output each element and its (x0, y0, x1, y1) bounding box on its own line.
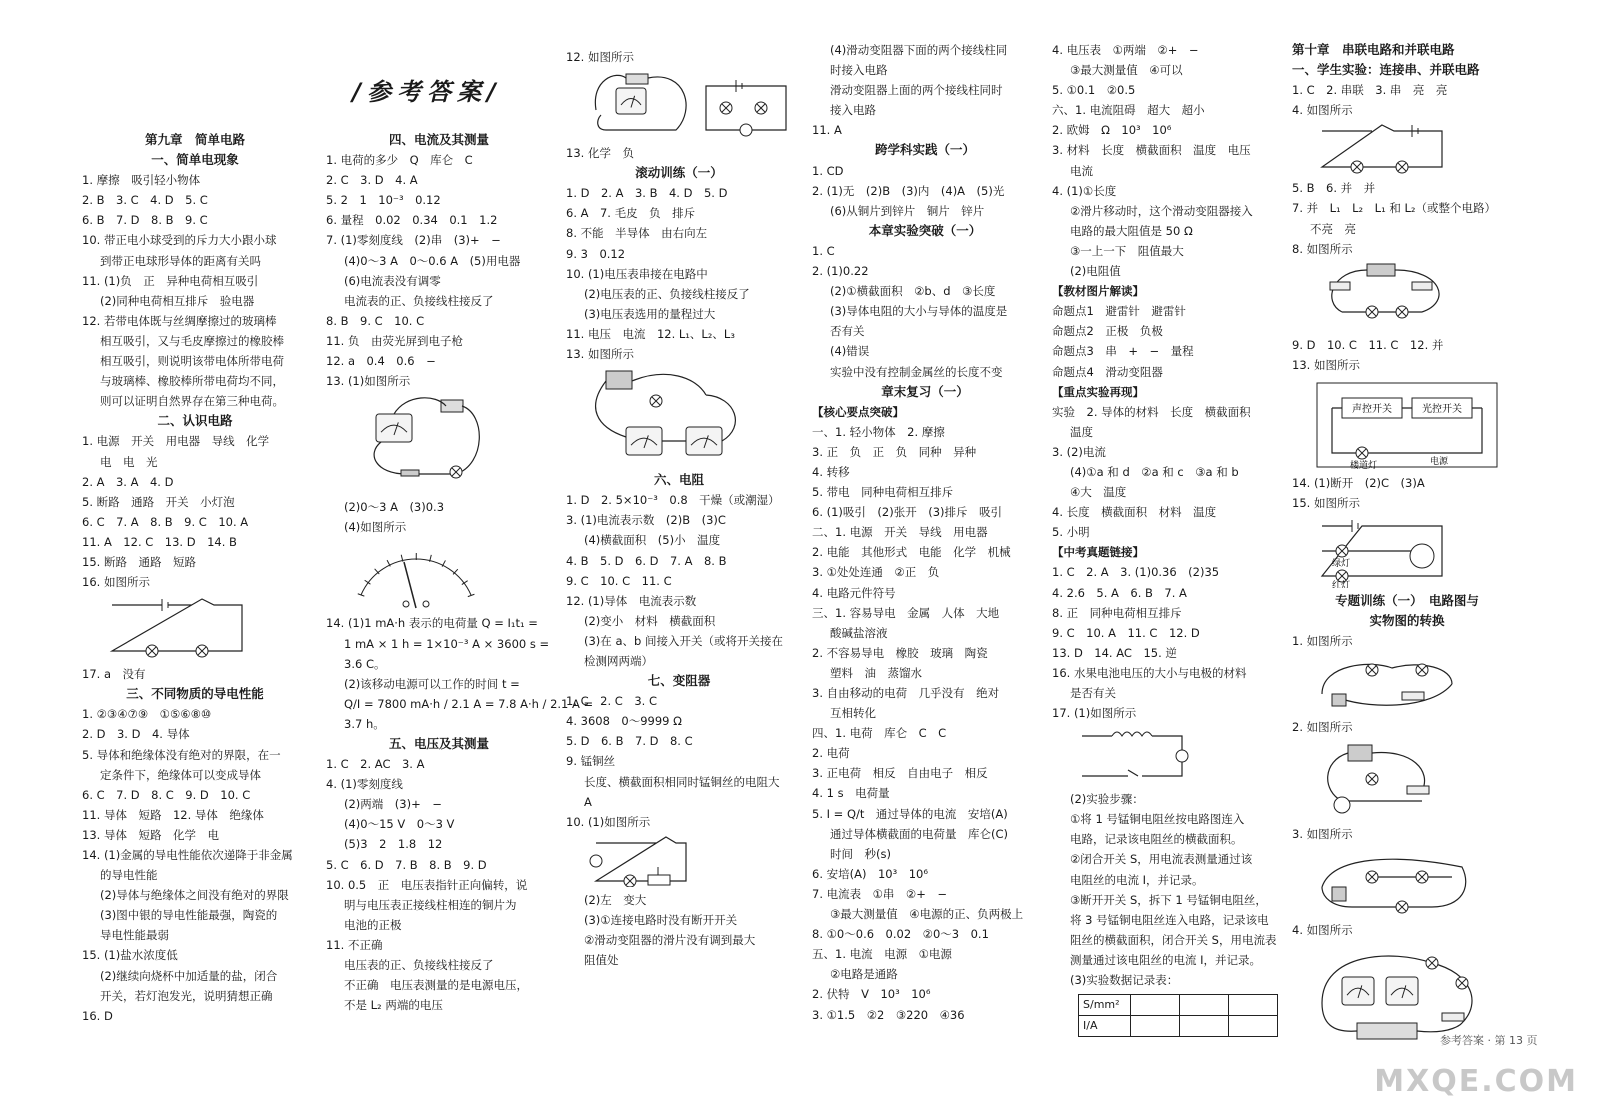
answer-line: ②电路是通路 (830, 967, 898, 982)
section-heading: 章末复习（一） (881, 383, 969, 399)
answer-line: 4. B 5. D 6. D 7. A 8. B (566, 553, 727, 568)
answer-line: 13. 化学 负 (566, 146, 634, 161)
watermark-logo: MXQE.COM (1374, 1064, 1578, 1099)
answer-line: 的导电性能 (100, 868, 158, 883)
section-heading: 滚动训练（一） (635, 165, 723, 181)
answer-line: 5. B 6. 并 并 (1292, 181, 1376, 196)
answer-line: 明与电压表正接线柱相连的铜片为 (344, 897, 517, 912)
answer-line: 1. C 2. C 3. C (566, 694, 657, 709)
answer-line: 7. 并 L₁ L₂ L₁ 和 L₂（或整个电路） (1292, 201, 1497, 216)
answer-line: (3)导体电阻的大小与导体的温度是 (830, 304, 1008, 319)
answer-line: (4)横截面积 (5)小 温度 (584, 533, 721, 548)
answer-line: 不亮 亮 (1310, 221, 1356, 236)
answer-line: 6. C 7. D 8. C 9. D 10. C (82, 787, 251, 802)
section-heading: 二、认识电路 (157, 413, 233, 429)
answer-line: 2. (1)无 (2)B (3)内 (4)A (5)光 (812, 183, 1005, 198)
column-6 (1292, 40, 1522, 1046)
answer-line: 塑料 油 蒸馏水 (830, 665, 922, 680)
section-heading: 第十章 串联电路和并联电路 (1292, 42, 1455, 57)
answer-line: 3. 如图所示 (1292, 826, 1353, 841)
answer-line: 接入电路 (830, 103, 876, 118)
answer-line: 5. 带电 同种电荷相互排斥 (812, 485, 954, 500)
answer-line: 5. 2 1 10⁻³ 0.12 (326, 193, 441, 208)
data-record-table (1078, 994, 1278, 1037)
answer-line: 【教材图片解读】 (1052, 284, 1144, 299)
answer-line: 6. (1)吸引 (2)张开 (3)排斥 吸引 (812, 505, 1002, 520)
answer-line: 电 电 光 (100, 454, 158, 469)
answer-line: Q/I = 7800 mA·h / 2.1 A = 7.8 A·h / 2.1 A = (344, 696, 594, 711)
answer-line: 9. C 10. A 11. C 12. D (1052, 625, 1200, 640)
answer-line: 3. 材料 长度 横截面积 温度 电压 (1052, 143, 1251, 158)
answer-line: 2. 不容易导电 橡胶 玻璃 陶瓷 (812, 645, 988, 660)
answer-line: 不正确 电压表测量的是电源电压， (344, 978, 528, 993)
answer-line: 11. 导体 短路 12. 导体 绝缘体 (82, 807, 264, 822)
answer-line: 滑动变阻器上面的两个接线柱同时 (830, 83, 1003, 98)
answer-line: 13. (1)如图所示 (326, 374, 411, 389)
answer-line: 10. (1)如图所示 (566, 814, 651, 829)
section-heading: 三、不同物质的导电性能 (126, 686, 264, 702)
answer-line: 相互吸引，又与毛皮摩擦过的橡胶棒 (100, 333, 284, 348)
answer-line: 11. 不正确 (326, 937, 383, 952)
answer-line: 实验 2. 导体的材料 长度 横截面积 (1052, 404, 1251, 419)
label-corridor-lamp: 楼道灯 (1350, 460, 1378, 470)
label-red-lamp: 红灯 (1332, 581, 1351, 589)
answer-line: 电阻丝的电流 I，并记录。 (1070, 872, 1204, 887)
circuit-figure (1312, 378, 1502, 470)
answer-line: 10. 带正电小球受到的斥力大小跟小球 (82, 233, 277, 248)
label-sound-switch: 声控开关 (1352, 403, 1392, 415)
answer-line: (2)同种电荷相互排斥 验电器 (100, 293, 255, 308)
answer-line: 17. (1)如图所示 (1052, 706, 1137, 721)
answer-line: 2. A 3. A 4. D (82, 474, 174, 489)
answer-line: 8. 不能 半导体 由右向左 (566, 226, 708, 241)
answer-line: 通过导体横截面的电荷量 库仑(C) (830, 826, 1009, 841)
section-heading: 跨学科实践（一） (874, 142, 975, 158)
answer-line: 5. I = Q/t 通过导体的电流 安培(A) (812, 806, 1008, 821)
answer-line: 5. 小明 (1052, 525, 1090, 540)
answer-line: 电池的正极 (344, 917, 402, 932)
answer-line: 1. 电源 开关 用电器 导线 化学 (82, 434, 270, 449)
answer-line: 电流 (1070, 163, 1093, 178)
answer-line: 11. A (812, 123, 842, 138)
section-heading: 第九章 简单电路 (144, 132, 245, 147)
answer-line: 电流表的正、负接线柱接反了 (344, 293, 494, 308)
column-3 (566, 40, 792, 970)
answer-line: 15. 断路 通路 短路 (82, 554, 196, 569)
circuit-figure (1312, 654, 1462, 714)
answer-line: 12. a 0.4 0.6 − (326, 354, 436, 369)
answer-line: 互相转化 (830, 706, 876, 721)
answer-line: 否有关 (830, 324, 865, 339)
answer-line: 2. 伏特 V 10³ 10⁶ (812, 987, 931, 1002)
answer-line: 11. A 12. C 13. D 14. B (82, 534, 237, 549)
answer-line: 9. C 10. C 11. C (566, 573, 672, 588)
circuit-figure (346, 394, 496, 494)
answer-line: 则可以证明自然界存在第三种电荷。 (100, 394, 284, 409)
label-light-switch: 光控开关 (1422, 403, 1462, 415)
answer-line: ②滑片移动时，这个滑动变阻器接入 (1070, 203, 1253, 218)
answer-line: 到带正电球形导体的距离有关吗 (100, 253, 261, 268)
answer-line: 【核心要点突破】 (812, 404, 904, 419)
answer-line: 3. ①1.5 ②2 ③220 ④36 (812, 1007, 965, 1022)
section-heading: 一、学生实验：连接串、并联电路 (1292, 62, 1480, 78)
answer-line: 命题点4 滑动变阻器 (1052, 364, 1163, 379)
circuit-figure (586, 70, 796, 140)
circuit-figure (1312, 262, 1462, 332)
answer-line: 10. (1)电压表串接在电路中 (566, 266, 708, 281)
answer-line: ②闭合开关 S，用电流表测量通过该 (1070, 852, 1253, 867)
answer-line: 5. 断路 通路 开关 小灯泡 (82, 494, 235, 509)
answer-line: ③最大测量值 ④电源的正、负两极上 (830, 907, 1024, 922)
answer-line: 检测网两端） (584, 653, 653, 668)
circuit-figure (1312, 516, 1452, 588)
answer-line: 9. D 10. C 11. C 12. 并 (1292, 337, 1444, 352)
answer-line: (2)两端 (3)+ − (344, 797, 442, 812)
answer-line: (6)从铜片到锌片 铜片 锌片 (830, 203, 985, 218)
answer-line: 12. 若带电体既与丝绸摩擦过的玻璃棒 (82, 313, 277, 328)
answer-line: 命题点3 串 + − 量程 (1052, 344, 1194, 359)
answer-line: 4. 3608 0～9999 Ω (566, 714, 682, 729)
column-1 (82, 130, 308, 1026)
answer-line: 13. 如图所示 (1292, 357, 1360, 372)
answer-line: 16. 水果电池电压的大小与电极的材料 (1052, 665, 1247, 680)
answer-line: ③一上一下 阻值最大 (1070, 243, 1184, 258)
answer-line: (6)电流表没有调零 (344, 273, 441, 288)
answer-line: (2)左 变大 (584, 892, 647, 907)
answer-line: 17. a 没有 (82, 667, 146, 682)
answer-line: 3. 正电荷 相反 自由电子 相反 (812, 766, 988, 781)
answer-line: (3)图中银的导电性能最强，陶瓷的 (100, 908, 278, 923)
answer-line: 1. CD (812, 163, 844, 178)
answer-line: (3)电压表选用的量程过大 (584, 306, 716, 321)
answer-line: 14. (1)断开 (2)C (3)A (1292, 475, 1425, 490)
answer-line: 【中考真题链接】 (1052, 545, 1144, 560)
answer-line: 5. ①0.1 ②0.5 (1052, 83, 1136, 98)
answer-line: ②滑动变阻器的滑片没有调到最大 (584, 933, 756, 947)
answer-line: 电压表的正、负接线柱接反了 (344, 958, 494, 972)
answer-line: (2)电压表的正、负接线柱接反了 (584, 286, 750, 301)
circuit-figure (1072, 726, 1192, 786)
table-cell: S/mm² (1079, 995, 1131, 1016)
answer-line: 10. 0.5 正 电压表指针正向偏转，说 (326, 877, 528, 892)
answer-line: 三、1. 容易导电 金属 人体 大地 (812, 605, 1000, 620)
answer-line: 15. 如图所示 (1292, 496, 1360, 511)
label-green-lamp: 绿灯 (1332, 559, 1351, 570)
answer-line: 12. (1)导体 电流表示数 (566, 593, 697, 608)
answer-line: (4)如图所示 (344, 520, 407, 535)
answer-line: 二、1. 电源 开关 导线 用电器 (812, 525, 988, 540)
answer-line: 6. A 7. 毛皮 负 排斥 (566, 206, 696, 221)
answer-line: (2)继续向烧杯中加适量的盐，闭合 (100, 968, 278, 983)
answer-line: 13. 如图所示 (566, 347, 634, 362)
answer-line: 1. ②③④⑦⑨ ①⑤⑥⑧⑩ (82, 707, 212, 722)
label-power: 电源 (1430, 456, 1449, 467)
answer-line: 2. 电能 其他形式 电能 化学 机械 (812, 545, 1011, 560)
answer-line: 1. 摩擦 吸引轻小物体 (82, 173, 201, 188)
answer-line: 【重点实验再现】 (1052, 384, 1144, 399)
answer-line: 命题点2 正极 负极 (1052, 324, 1163, 339)
answer-line: 4. 电路元件符号 (812, 585, 896, 600)
answer-line: 11. 负 由荧光屏到电子枪 (326, 333, 463, 348)
table-cell: I/A (1079, 1016, 1131, 1037)
page-number: 参考答案 · 第 13 页 (1440, 1034, 1538, 1047)
answer-line: (3)实验数据记录表： (1070, 973, 1179, 988)
answer-line: 2. 欧姆 Ω 10³ 10⁶ (1052, 123, 1172, 138)
answer-line: 6. B 7. D 8. B 9. C (82, 213, 208, 228)
answer-line: 将 3 号锰铜电阻丝连入电路，记录该电 (1070, 912, 1269, 927)
answer-line: A (584, 794, 592, 809)
answer-line: 定条件下，绝缘体可以变成导体 (100, 767, 261, 782)
answer-line: (4)0～3 A 0～0.6 A (5)用电器 (344, 253, 521, 268)
answer-line: ④大 温度 (1070, 485, 1127, 500)
answer-line: 时接入电路 (830, 63, 888, 78)
answer-line: (4)①a 和 d ②a 和 c ③a 和 b (1070, 464, 1239, 479)
answer-line: 6. 量程 0.02 0.34 0.1 1.2 (326, 213, 498, 228)
answer-line: 导电性能最弱 (100, 928, 169, 943)
answer-line: (2)该移动电源可以工作的时间 t = (344, 676, 520, 691)
section-heading: 本章实验突破（一） (868, 222, 982, 238)
answer-line: 3. 正 负 正 负 同种 异种 (812, 444, 977, 459)
answer-line: 11. (1)负 正 异种电荷相互吸引 (82, 273, 259, 288)
column-4 (812, 40, 1038, 1025)
section-heading: 实物图的转换 (1369, 613, 1445, 629)
section-heading: 专题训练（一） 电路图与 (1335, 593, 1479, 609)
answer-line: 2. C 3. D 4. A (326, 173, 418, 188)
section-heading: 五、电压及其测量 (388, 735, 489, 751)
answer-line: 与玻璃棒、橡胶棒所带电荷均不同， (100, 374, 284, 389)
circuit-figure (1312, 847, 1482, 917)
answer-line: 8. 正 同种电荷相互排斥 (1052, 605, 1182, 620)
answer-line: (2)0～3 A (3)0.3 (344, 500, 445, 515)
answer-line: (3)①连接电路时没有断开开关 (584, 912, 738, 927)
answer-line: 9. 3 0.12 (566, 246, 626, 261)
answer-line: 4. 如图所示 (1292, 922, 1353, 937)
answer-line: 1. D 2. A 3. B 4. D 5. D (566, 186, 728, 201)
answer-line: 测量通过该电阻丝的电流 I，并记录。 (1070, 952, 1262, 967)
answer-line: (2)实验步骤： (1070, 792, 1144, 807)
answer-line: 1. 电荷的多少 Q 库仑 C (326, 153, 473, 168)
answer-line: 4. 如图所示 (1292, 103, 1353, 118)
answer-line: 3. (1)电流表示数 (2)B (3)C (566, 513, 726, 528)
section-heading: 四、电流及其测量 (388, 132, 489, 147)
answer-line: 电路的最大阻值是 50 Ω (1070, 223, 1193, 238)
answer-line: 酸碱盐溶液 (830, 625, 888, 640)
answer-line: ①将 1 号锰铜电阻丝按电路图连入 (1070, 812, 1245, 827)
answer-line: (5)3 2 1.8 12 (344, 837, 443, 852)
circuit-figure (1312, 123, 1452, 175)
answer-line: (4)0～15 V 0～3 V (344, 817, 455, 832)
answer-line: 3. ①处处连通 ②正 负 (812, 565, 940, 580)
answer-line: 2. 电荷 (812, 746, 850, 761)
answer-line: 12. 如图所示 (566, 50, 634, 64)
answer-line: 实验中没有控制金属丝的长度不变 (830, 364, 1003, 379)
answer-line: 相互吸引，则说明该带电体所带电荷 (100, 354, 284, 369)
answer-line: 4. 2.6 5. A 6. B 7. A (1052, 585, 1187, 600)
answer-line: 6. 安培(A) 10³ 10⁶ (812, 866, 928, 881)
circuit-figure (586, 43, 587, 44)
answer-line: 阻值处 (584, 953, 619, 968)
answer-line: 5. 导体和绝缘体没有绝对的界限，在一 (82, 747, 281, 762)
answer-line: 五、1. 电流 电源 ①电源 (812, 947, 952, 962)
answer-line: 开关，若灯泡发光，说明猜想正确 (100, 988, 273, 1003)
answer-line: 8. B 9. C 10. C (326, 313, 425, 328)
answer-line: 阻丝的横截面积，闭合开关 S，用电流表 (1070, 932, 1277, 947)
answer-line: 2. B 3. C 4. D 5. C (82, 193, 208, 208)
answer-line: 4. 转移 (812, 464, 850, 479)
page-title: /参考答案/ (352, 78, 502, 106)
answer-line: (3)在 a、b 间接入开关（或将开关接在 (584, 633, 783, 648)
answer-line: 3.6 C。 (344, 656, 386, 671)
answer-line: 1. C (812, 243, 835, 258)
answer-line: 7. 电流表 ①串 ②+ − (812, 886, 948, 901)
answer-line: (2)电阻值 (1070, 264, 1121, 279)
answer-line: 4. 长度 横截面积 材料 温度 (1052, 505, 1217, 520)
answer-line: 11. 电压 电流 12. L₁、L₂、L₃ (566, 326, 735, 341)
answer-line: 8. ①0～0.6 0.02 ②0～3 0.1 (812, 927, 989, 942)
answer-line: 六、1. 电流阻碍 超大 超小 (1052, 103, 1205, 118)
answer-line: 1. C 2. A 3. (1)0.36 (2)35 (1052, 565, 1220, 580)
answer-line: 一、1. 轻小物体 2. 摩擦 (812, 424, 945, 439)
answer-line: (2)导体与绝缘体之间没有绝对的界限 (100, 888, 289, 903)
answer-line: 6. C 7. A 8. B 9. C 10. A (82, 514, 249, 529)
answer-line: ③断开开关 S，拆下 1 号锰铜电阻丝， (1070, 892, 1267, 907)
answer-line: 电路，记录该电阻丝的横截面积。 (1070, 832, 1243, 847)
answer-line: 2. 如图所示 (1292, 720, 1353, 735)
answer-line: 4. 1 s 电荷量 (812, 786, 890, 801)
answer-line: 1. C 2. 串联 3. 串 亮 亮 (1292, 83, 1448, 98)
answer-line: 4. (1)①长度 (1052, 183, 1117, 198)
answer-line: 2. D 3. D 4. 导体 (82, 727, 190, 742)
answer-line: 1 mA × 1 h = 1×10⁻³ A × 3600 s = (344, 636, 550, 651)
answer-line: (2)变小 材料 横截面积 (584, 613, 716, 628)
answer-line: (4)错误 (830, 344, 870, 359)
answer-line: 命题点1 避雷针 避雷针 (1052, 304, 1186, 319)
answer-line: 14. (1)1 mA·h 表示的电荷量 Q = I₁t₁ = (326, 616, 538, 631)
answer-line: 是否有关 (1070, 686, 1116, 700)
circuit-figure (586, 367, 756, 467)
answer-line: 4. (1)零刻度线 (326, 777, 403, 792)
answer-line: 长度、横截面积相同时锰铜丝的电阻大 (584, 774, 780, 789)
answer-line: 1. 如图所示 (1292, 634, 1353, 649)
answer-line: 9. 锰铜丝 (566, 754, 616, 769)
answer-line: ③最大测量值 ④可以 (1070, 63, 1183, 78)
circuit-figure (102, 595, 252, 661)
answer-line: 3. 自由移动的电荷 几乎没有 绝对 (812, 686, 1000, 700)
answer-line: 16. 如图所示 (82, 575, 150, 590)
section-heading: 七、变阻器 (647, 673, 711, 689)
section-heading: 一、简单电现象 (151, 152, 239, 168)
answer-line: 16. D (82, 1008, 113, 1023)
answer-line: 5. D 6. B 7. D 8. C (566, 734, 693, 749)
section-heading: 六、电阻 (653, 472, 704, 488)
answer-line: 3.7 h。 (344, 716, 385, 731)
answer-line: 7. (1)零刻度线 (2)串 (3)+ − (326, 233, 501, 248)
answer-line: 1. C 2. AC 3. A (326, 757, 425, 772)
answer-line: 13. 导体 短路 化学 电 (82, 827, 219, 842)
answer-line: 时间 秒(s) (830, 846, 891, 861)
column-5 (1052, 40, 1278, 1037)
answer-line: 15. (1)盐水浓度低 (82, 948, 178, 963)
answer-line: 不是 L₂ 两端的电压 (344, 998, 443, 1013)
circuit-figure (586, 835, 696, 887)
circuit-figure (1312, 741, 1452, 821)
circuit-figure (1312, 943, 1502, 1043)
answer-line: (4)滑动变阻器下面的两个接线柱同 (830, 43, 1008, 57)
answer-line: 14. (1)金属的导电性能依次递降于非金属 (82, 848, 293, 862)
answer-line: 5. C 6. D 7. B 8. B 9. D (326, 857, 487, 872)
answer-line: 13. D 14. AC 15. 逆 (1052, 645, 1177, 660)
answer-line: 四、1. 电荷 库仑 C C (812, 726, 947, 741)
answer-line: 温度 (1070, 424, 1093, 439)
answer-line: 8. 如图所示 (1292, 241, 1353, 256)
circuit-figure (346, 540, 486, 610)
answer-line: (2)①横截面积 ②b、d ③长度 (830, 284, 996, 299)
answer-line: 4. 电压表 ①两端 ②+ − (1052, 43, 1199, 57)
answer-line: 3. (2)电流 (1052, 444, 1106, 459)
answer-line: 2. (1)0.22 (812, 264, 869, 279)
answer-line: 1. D 2. 5×10⁻³ 0.8 干燥（或潮湿） (566, 493, 780, 508)
